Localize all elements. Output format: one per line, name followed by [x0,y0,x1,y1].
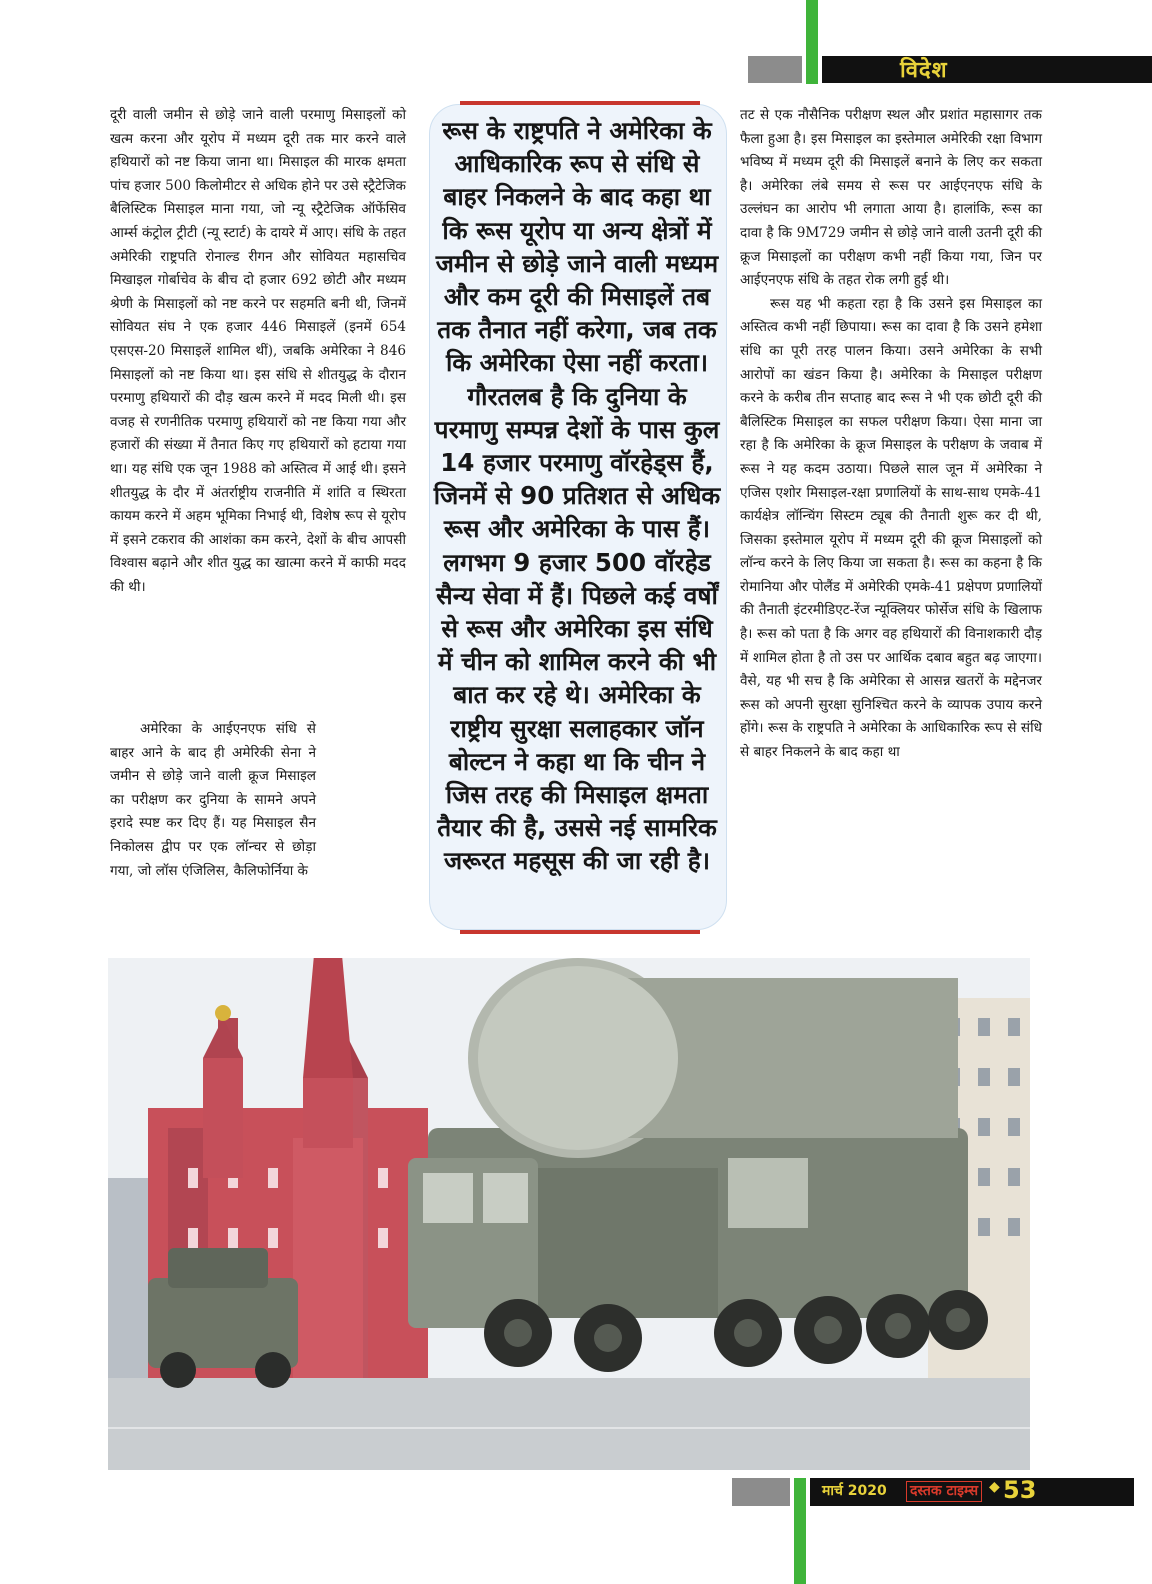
footer-date: मार्च 2020 [822,1483,887,1499]
left-narrow-paragraph: अमेरिका के आईएनएफ संधि से बाहर आने के बाद ही अमेरिकी सेना ने जमीन से छोड़े जाने वाली क्रूज मिसाइल का परीक्षण कर दुनिया के सामने अपने इरादे स्पष्ट कर दिए हैं। यह मिसाइल सैन निकोलस द्वीप पर एक लॉन्चर से छोड़ा गया, जो लॉस एंजिलिस, कैलिफोर्निया के [110,721,316,879]
footer-gray-block [732,1478,790,1506]
page-number: 53 [1003,1476,1037,1504]
missile-parade-photo [108,958,1030,1470]
left-column [110,104,406,599]
footer-bullet-icon: ◆ [989,1479,1000,1495]
header-green-bar [806,0,818,84]
right-column [740,104,1042,765]
footer-green-bar [794,1478,806,1584]
pull-quote-text: रूस के राष्ट्रपति ने अमेरिका के आधिकारिक रूप से संधि से बाहर निकलने के बाद कहा था कि रूस यूरोप या अन्य क्षेत्रों में जमीन से छोड़े जाने वाली मध्यम और कम दूरी की मिसाइलें तब तक तैनात नहीं करेगा, जब तक कि अमेरिका ऐसा नहीं करता। गौरतलब है कि दुनिया के परमाणु सम्पन्न देशों के पास कुल 14 हजार परमाणु वॉरहेड्स हैं, जिनमें से 90 प्रतिशत से अधिक रूस और अमेरिका के पास हैं। लगभग 9 हजार 500 वॉरहेड सैन्य सेवा में हैं। पिछले कई वर्षों से रूस और अमेरिका इस संधि में चीन को शामिल करने की भी बात कर रहे थे। अमेरिका के राष्ट्रीय सुरक्षा सलाहकार जॉन बोल्टन ने कहा था कि चीन ने जिस तरह की मिसाइल क्षमता तैयार की है, उससे नई सामरिक जरूरत महसूस की जा रही है। [433,116,721,876]
pull-quote-top-rule [460,101,700,105]
left-narrow-column [110,718,316,883]
pull-quote-bottom-rule [460,930,700,934]
footer-brand-logo: दस्तक टाइम्स [906,1481,982,1502]
right-paragraph-1: तट से एक नौसैनिक परीक्षण स्थल और प्रशांत महासागर तक फैला हुआ है। इस मिसाइल का इस्तेमाल अमेरिकी रक्षा विभाग भविष्य में मध्यम दूरी की मिसाइलें बनाने के लिए कर सकता है। अमेरिका लंबे समय से रूस पर आईएनएफ संधि के उल्लंघन का आरोप भी लगाता आया है। हालांकि, रूस का दावा है कि 9M729 जमीन से छोड़े जाने वाली उतनी दूरी की क्रूज मिसाइलों का परीक्षण कभी नहीं किया गया, जिन पर आईएनएफ संधि के तहत रोक लगी हुई थी। [740,107,1042,289]
section-label: विदेश [900,58,948,83]
header-gray-block [748,56,802,83]
left-paragraph-1: दूरी वाली जमीन से छोड़े जाने वाली परमाणु मिसाइलों को खत्म करना और यूरोप में मध्यम दूरी तक मार करने वाले हथियारों को नष्ट किया जाना था। मिसाइल की मारक क्षमता पांच हजार 500 किलोमीटर से अधिक होने पर उसे स्ट्रैटेजिक बैलिस्टिक मिसाइल माना गया, जो न्यू स्ट्रैटेजिक ऑफेंसिव आर्म्स कंट्रोल ट्रीटी (न्यू स्टार्ट) के दायरे में आए। संधि के तहत अमेरिकी राष्ट्रपति रोनाल्ड रीगन और सोवियत महासचिव मिखाइल गोर्बाचेव के बीच दो हजार 692 छोटी और मध्यम श्रेणी के मिसाइलों को नष्ट करने पर सहमति बनी थी, जिनमें सोवियत संघ ने एक हजार 446 मिसाइलें (इनमें 654 एसएस-20 मिसाइलें शामिल थीं), जबकि अमेरिका ने 846 मिसाइलों को नष्ट किया था। इस संधि से शीतयुद्ध के दौरान परमाणु हथियारों की दौड़ खत्म करने में मदद मिली थी। इस वजह से रणनीतिक परमाणु हथियारों को नष्ट किया गया और हजारों की संख्या में तैनात किए गए हथियारों को हटाया गया था। यह संधि एक जून 1988 को अस्तित्व में आई थी। इसने शीतयुद्ध के दौर में अंतर्राष्ट्रीय राजनीति में शांति व स्थिरता कायम करने में अहम भूमिका निभाई थी, विशेष रूप से यूरोप में इसने टकराव की आशंका कम करने, देशों के बीच आपसी विश्वास बढ़ाने और शीत युद्ध का खात्मा करने में काफी मदद की थी। [110,107,406,595]
header-black-band [822,56,1152,83]
right-paragraph-2: रूस यह भी कहता रहा है कि उसने इस मिसाइल का अस्तित्व कभी नहीं छिपाया। रूस का दावा है कि उसने हमेशा संधि का पूरी तरह पालन किया। उसने अमेरिका के सभी आरोपों का खंडन किया है। अमेरिका के मिसाइल परीक्षण करने के करीब तीन सप्ताह बाद रूस ने भी एक छोटी दूरी की बैलिस्टिक मिसाइल का सफल परीक्षण किया। ऐसा माना जा रहा है कि अमेरिका के क्रूज मिसाइल के परीक्षण के जवाब में रूस ने यह कदम उठाया। पिछले साल जून में अमेरिका ने एजिस एशोर मिसाइल-रक्षा प्रणालियों के साथ-साथ एमके-41 कार्यक्षेत्र लॉन्चिंग सिस्टम ट्यूब की तैनाती शुरू कर दी थी, जिसका इस्तेमाल यूरोप में मध्यम दूरी की क्रूज मिसाइलों को लॉन्च करने के लिए किया जा सकता है। रूस का कहना है कि रोमानिया और पोलैंड में अमेरिकी एमके-41 प्रक्षेपण प्रणालियों की तैनाती इंटरमीडिएट-रेंज न्यूक्लियर फोर्सेज संधि के खिलाफ है। रूस को पता है कि अगर वह हथियारों की विनाशकारी दौड़ में शामिल होता है तो उस पर आर्थिक दबाव बहुत बढ़ जाएगा। वैसे, यह भी सच है कि अमेरिका से आसन्न खतरों के मद्देनजर रूस को अपनी सुरक्षा सुनिश्चित करने के व्यापक उपाय करने होंगे। रूस के राष्ट्रपति ने अमेरिका के आधिकारिक रूप से संधि से बाहर निकलने के बाद कहा था [740,295,1042,761]
